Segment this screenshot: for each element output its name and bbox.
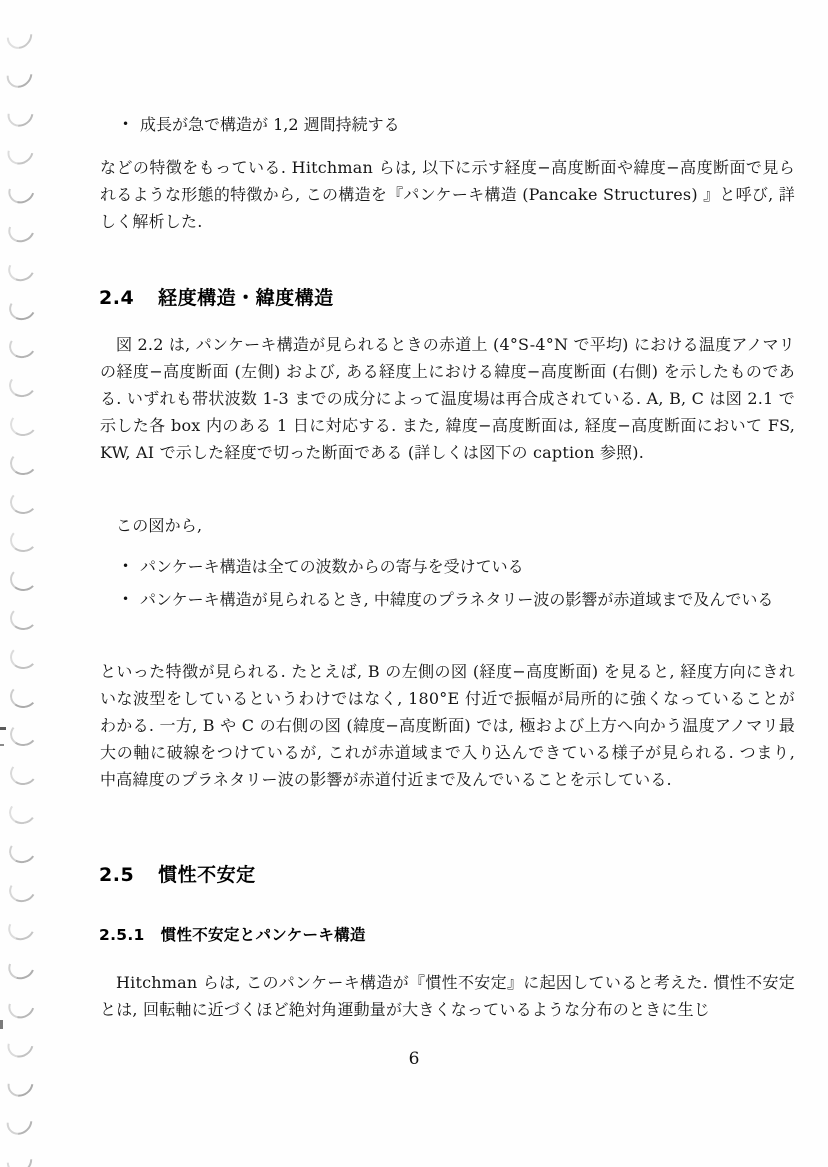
scan-artifact [0, 744, 4, 746]
binding-hole-icon [8, 449, 38, 476]
binding-hole-icon [2, 1104, 38, 1140]
bullet-text: パンケーキ構造が見られるとき, 中緯度のプラネタリー波の影響が赤道域まで及んでいる [140, 590, 774, 609]
binding-hole-icon [4, 989, 39, 1023]
binding-hole-icon [6, 331, 38, 361]
bullet-text: パンケーキ構造は全ての波数からの寄与を受けている [140, 557, 524, 576]
subsection-number: 2.5.1 [99, 926, 145, 944]
binding-hole-icon [5, 912, 39, 944]
section-number: 2.5 [99, 864, 135, 886]
binding-hole-icon [6, 836, 38, 866]
section-number: 2.4 [99, 287, 135, 309]
paragraph-figure-desc: 図 2.2 は, パンケーキ構造が見られるときの赤道上 (4°S-4°N で平均) における温度アノマリの経度−高度断面 (左側) および, ある経度上における緯度−高度断面 (右側) を示したものである. いずれも帯状波数 1-3 までの成分によって温度場は再合成されている. A, B, C は図 2.1 で示した各 box 内のある 1 日に対応する. また, 緯度−高度断面は, 経度−高度断面において FS, KW, AI で示した経度で切った断面である (詳しくは図下の caption 参照). [100, 335, 795, 462]
scan-artifact [0, 727, 6, 730]
bullet-icon: • [122, 559, 130, 573]
list-item [122, 111, 782, 138]
binding-hole-icon [4, 174, 39, 208]
binding-hole-icon [7, 371, 38, 400]
section-title: 慣性不安定 [158, 864, 256, 886]
binding-hole-icon [3, 135, 39, 170]
paragraph-hitchman: Hitchman らは, このパンケーキ構造が『慣性不安定』に起因していると考えた. 慣性不安定とは, 回転軸に近づくほど絶対角運動量が大きくなっているような分布のときに生じ [100, 973, 795, 1019]
bullet-icon: • [122, 592, 130, 606]
binding-hole-icon [4, 213, 39, 246]
binding-hole-icon [2, 57, 38, 93]
binding-hole-icon [9, 605, 38, 631]
binding-hole-icon [8, 410, 38, 438]
paragraph-intro: などの特徴をもっている. Hitchman らは, 以下に示す経度−高度断面や緯度−高度断面で見られるような形態的特徴から, この構造を『パンケーキ構造 (Pancake Structures) 』と呼び, 詳しく解析した. [100, 158, 795, 231]
binding-hole-icon [7, 798, 38, 827]
binding-hole-icon [9, 488, 38, 515]
binding-hole-icon [4, 951, 39, 984]
binding-hole-icon [9, 566, 38, 592]
paragraph-discussion: といった特徴が見られる. たとえば, B の左側の図 (経度−高度断面) を見ると, 経度方向にきれいな波型をしているというわけではなく, 180°E 付近で振幅が局所的に強くなっていることがわかる. 一方, B や C の右側の図 (緯度−高度断面) では, 極および上方へ向かう温度アノマリ最大の軸に破線をつけているが, これが赤道域まで入り込んできている様子が見られる. つまり, 中高緯度のプラネタリー波の影響が赤道付近まで及んでいることを示している. [100, 662, 795, 789]
binding-hole-icon [2, 1143, 38, 1167]
binding-hole-icon [6, 292, 39, 323]
section-heading-2-4 [99, 283, 334, 310]
binding-hole-icon [5, 253, 39, 285]
binding-hole-icon [2, 96, 38, 132]
paragraph-lead-in: この図から, [116, 516, 203, 535]
subsection-title: 慣性不安定とパンケーキ構造 [160, 926, 366, 944]
subsection-heading-2-5-1 [99, 923, 366, 945]
list-item [122, 586, 782, 613]
section-heading-2-5 [99, 860, 256, 887]
binding-hole-icon [2, 1066, 38, 1102]
binding-hole-icon [6, 874, 39, 905]
bullet-icon: • [122, 117, 130, 131]
list-item [122, 553, 782, 580]
binding-hole-icon [9, 682, 38, 709]
binding-hole-icon [9, 644, 38, 670]
binding-hole-icon [8, 759, 38, 787]
section-title: 経度構造・緯度構造 [158, 287, 334, 309]
scan-artifact [0, 1020, 3, 1029]
binding-hole-icon [2, 18, 38, 54]
binding-hole-icon [9, 527, 38, 553]
bullet-text: 成長が急で構造が 1,2 週間持続する [140, 115, 400, 134]
page-number: 6 [408, 1049, 420, 1069]
binding-hole-icon [8, 721, 38, 748]
